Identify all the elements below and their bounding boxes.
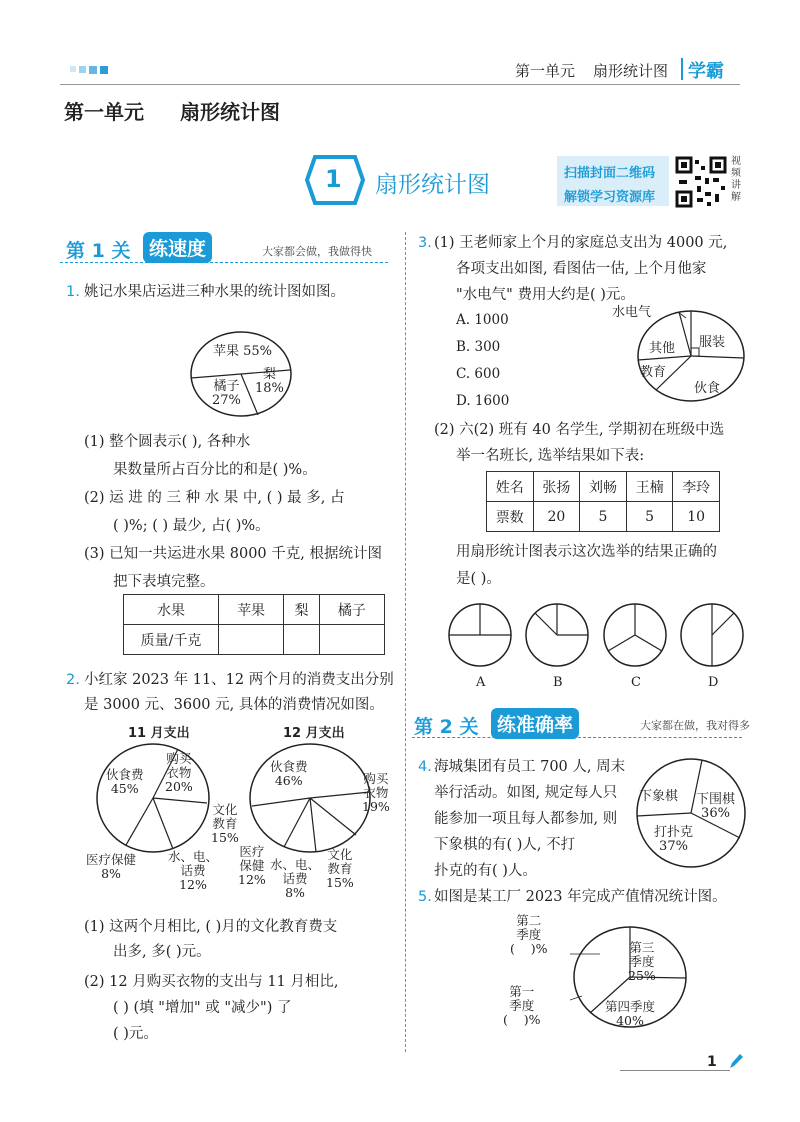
header-rule bbox=[60, 84, 740, 85]
pencil-icon bbox=[728, 1052, 744, 1070]
q3-vote-row-label: 票数 bbox=[487, 502, 534, 532]
column-divider bbox=[405, 232, 406, 1052]
q3-part2-line2: 举一名班长, 选举结果如下表: bbox=[456, 448, 645, 464]
q3-vote-value: 20 bbox=[533, 502, 580, 532]
level2-name: 练准确率 bbox=[491, 708, 579, 739]
q5-stem: 如图是某工厂 2023 年完成产值情况统计图。 bbox=[434, 889, 727, 905]
header-divider bbox=[681, 58, 683, 80]
q3-choice-c-pie[interactable] bbox=[601, 601, 669, 669]
q3-choice-a-label[interactable]: A bbox=[476, 675, 486, 690]
q1-label-orange: 橘子 27% bbox=[212, 379, 241, 409]
level1-rule bbox=[60, 262, 388, 263]
q1-label-pear: 梨 18% bbox=[255, 367, 284, 397]
q2-nov-label-med: 医疗保健 8% bbox=[86, 852, 137, 881]
q1-table-row-label: 质量/千克 bbox=[124, 625, 219, 655]
q5-label-q2: 第二 季度 ( )% bbox=[510, 913, 548, 956]
header-section-title: 扇形统计图 bbox=[593, 62, 669, 80]
q3-choice-b-label[interactable]: B bbox=[553, 675, 563, 690]
q1-table-header: 水果 bbox=[124, 595, 219, 625]
q2-dec-title: 12 月支出 bbox=[283, 726, 345, 741]
q3-choice-c-label[interactable]: C bbox=[631, 675, 641, 690]
lesson-number: 1 bbox=[325, 165, 342, 193]
video-line-2: 解锁学习资源库 bbox=[564, 190, 656, 205]
q1-answer-cell[interactable] bbox=[219, 625, 284, 655]
q3-vote-value: 5 bbox=[580, 502, 627, 532]
video-line-1: 扫描封面二维码 bbox=[564, 166, 656, 181]
q3-label-other: 其他 bbox=[649, 341, 676, 356]
q3-vote-value: 10 bbox=[673, 502, 720, 532]
page-number: 1 bbox=[707, 1054, 717, 1070]
q3-option-c[interactable]: C. 600 bbox=[456, 366, 501, 382]
level1-slogan: 大家都会做，我做得快 bbox=[262, 245, 372, 258]
q3-part2-line3: 用扇形统计图表示这次选举的结果正确的 bbox=[456, 544, 717, 560]
q3-number: 3. bbox=[418, 235, 432, 251]
q2-stem-line2: 是 3000 元、3600 元, 具体的消费情况如图。 bbox=[84, 697, 384, 713]
footer-rule bbox=[620, 1070, 730, 1071]
q3-vote-header: 王楠 bbox=[626, 472, 673, 502]
q2-number: 2. bbox=[66, 672, 80, 688]
q1-number: 1. bbox=[66, 284, 80, 300]
level2-slogan: 大家都在做，我对得多 bbox=[640, 719, 750, 732]
q4-line1: 海城集团有员工 700 人, 周末 bbox=[434, 759, 626, 775]
q1-table-header: 梨 bbox=[284, 595, 320, 625]
q1-part2-line1: (2) 运 进 的 三 种 水 果 中, ( ) 最 多, 占 bbox=[84, 490, 345, 506]
q5-label-q3: 第三 季度 25% bbox=[628, 940, 656, 983]
q3-part1-line2: 各项支出如图, 看图估一估, 上个月他家 bbox=[456, 261, 707, 277]
q5-number: 5. bbox=[418, 889, 432, 905]
level1-prefix: 第 1 关 bbox=[66, 240, 131, 262]
q2-dec-label-util: 水、电、 话费 8% bbox=[270, 857, 321, 900]
q4-line3: 能参加一项且每人都参加, 则 bbox=[434, 811, 618, 827]
q3-vote-header: 张扬 bbox=[533, 472, 580, 502]
level2-prefix: 第 2 关 bbox=[414, 716, 479, 738]
q1-stem: 姚记水果店运进三种水果的统计图如图。 bbox=[84, 284, 345, 300]
q3-vote-value: 5 bbox=[626, 502, 673, 532]
q3-option-d[interactable]: D. 1600 bbox=[456, 393, 510, 409]
q1-part2-line2: ( )%; ( ) 最少, 占( )%。 bbox=[113, 518, 270, 534]
q2-part2-line3: ( )元。 bbox=[113, 1026, 158, 1042]
q3-choice-d-label[interactable]: D bbox=[708, 675, 719, 690]
q4-line4: 下象棋的有( )人, 不打 bbox=[434, 837, 576, 853]
q2-part1-line2: 出多, 多( )元。 bbox=[113, 944, 211, 960]
q1-label-apple: 苹果 55% bbox=[213, 344, 273, 359]
q4-label-poker: 打扑克 37% bbox=[654, 825, 694, 855]
q2-part2-line2: ( ) (填 "增加" 或 "减少") 了 bbox=[113, 1000, 292, 1016]
q2-dec-label-edu: 文化 教育 15% bbox=[326, 847, 354, 890]
q3-vote-header: 刘畅 bbox=[580, 472, 627, 502]
level2-rule bbox=[412, 737, 742, 738]
q3-choice-b-pie[interactable] bbox=[523, 601, 591, 669]
q1-answer-cell[interactable] bbox=[319, 625, 384, 655]
q3-label-edu: 教育 bbox=[640, 365, 667, 380]
video-side-text: 视 频 讲 解 bbox=[731, 156, 741, 203]
q3-vote-header: 姓名 bbox=[487, 472, 534, 502]
q2-part1-line1: (1) 这两个月相比, ( )月的文化教育费支 bbox=[84, 919, 338, 935]
q1-part3-line1: (3) 已知一共运进水果 8000 千克, 根据统计图 bbox=[84, 546, 382, 562]
q3-label-water: 水电气 bbox=[612, 305, 652, 320]
q5-label-q1: 第一 季度 ( )% bbox=[503, 984, 541, 1027]
header-unit-title: 第一单元 bbox=[515, 62, 576, 80]
brand-logo: 学霸 bbox=[688, 61, 724, 82]
q3-choice-a-pie[interactable] bbox=[446, 601, 514, 669]
q1-table bbox=[123, 594, 385, 655]
q3-part1-line3: "水电气" 费用大约是( )元。 bbox=[456, 287, 635, 303]
q1-part1-line2: 果数量所占百分比的和是( )%。 bbox=[113, 462, 317, 478]
q2-nov-label-util: 水、电、 话费 12% bbox=[168, 849, 219, 892]
q2-part2-line1: (2) 12 月购买衣物的支出与 11 月相比, bbox=[84, 974, 339, 990]
q1-answer-cell[interactable] bbox=[284, 625, 320, 655]
q3-label-clothes: 服装 bbox=[699, 335, 726, 350]
q4-line5: 扑克的有( )人。 bbox=[434, 863, 537, 879]
q3-option-a[interactable]: A. 1000 bbox=[456, 312, 509, 328]
q2-nov-title: 11 月支出 bbox=[128, 726, 190, 741]
q4-line2: 举行活动。如图, 规定每人只 bbox=[434, 785, 618, 801]
q2-dec-label-food: 伙食费 46% bbox=[270, 759, 308, 788]
q5-label-q4: 第四季度 40% bbox=[605, 999, 656, 1028]
q3-vote-header: 李玲 bbox=[673, 472, 720, 502]
q4-label-xiangqi: 下象棋 bbox=[639, 789, 679, 804]
q3-part2-line1: (2) 六(2) 班有 40 名学生, 学期初在班级中选 bbox=[434, 422, 725, 438]
q3-part2-line4: 是( )。 bbox=[456, 571, 501, 587]
qr-code-icon[interactable] bbox=[675, 156, 727, 208]
page-heading-unit: 第一单元 bbox=[64, 100, 144, 124]
page-heading-title: 扇形统计图 bbox=[180, 100, 280, 124]
q3-choice-d-pie[interactable] bbox=[678, 601, 746, 669]
q1-part3-line2: 把下表填完整。 bbox=[113, 574, 215, 590]
q3-part1-line1: (1) 王老师家上个月的家庭总支出为 4000 元, bbox=[434, 235, 728, 251]
q2-nov-label-food: 伙食费 45% bbox=[106, 767, 144, 796]
q2-stem-line1: 小红家 2023 年 11、12 两个月的消费支出分别 bbox=[84, 672, 394, 688]
q2-nov-label-clothes: 购买 衣物 20% bbox=[165, 751, 193, 794]
q2-dec-label-clothes: 购买 衣物 19% bbox=[362, 771, 390, 814]
q3-option-b[interactable]: B. 300 bbox=[456, 339, 501, 355]
q4-label-weiqi: 下围棋 36% bbox=[696, 792, 736, 822]
q3-vote-table bbox=[486, 471, 720, 532]
q1-table-header: 苹果 bbox=[219, 595, 284, 625]
header-decoration bbox=[70, 66, 110, 73]
q2-nov-label-edu: 文化 教育 15% bbox=[211, 802, 239, 845]
q2-dec-label-med: 医疗 保健 12% bbox=[238, 844, 266, 887]
q1-part1-line1: (1) 整个圆表示( ), 各种水 bbox=[84, 434, 251, 450]
q1-table-header: 橘子 bbox=[319, 595, 384, 625]
lesson-title: 扇形统计图 bbox=[375, 172, 490, 198]
q3-label-food: 伙食 bbox=[694, 381, 721, 396]
q4-number: 4. bbox=[418, 759, 432, 775]
level1-name: 练速度 bbox=[143, 232, 212, 263]
